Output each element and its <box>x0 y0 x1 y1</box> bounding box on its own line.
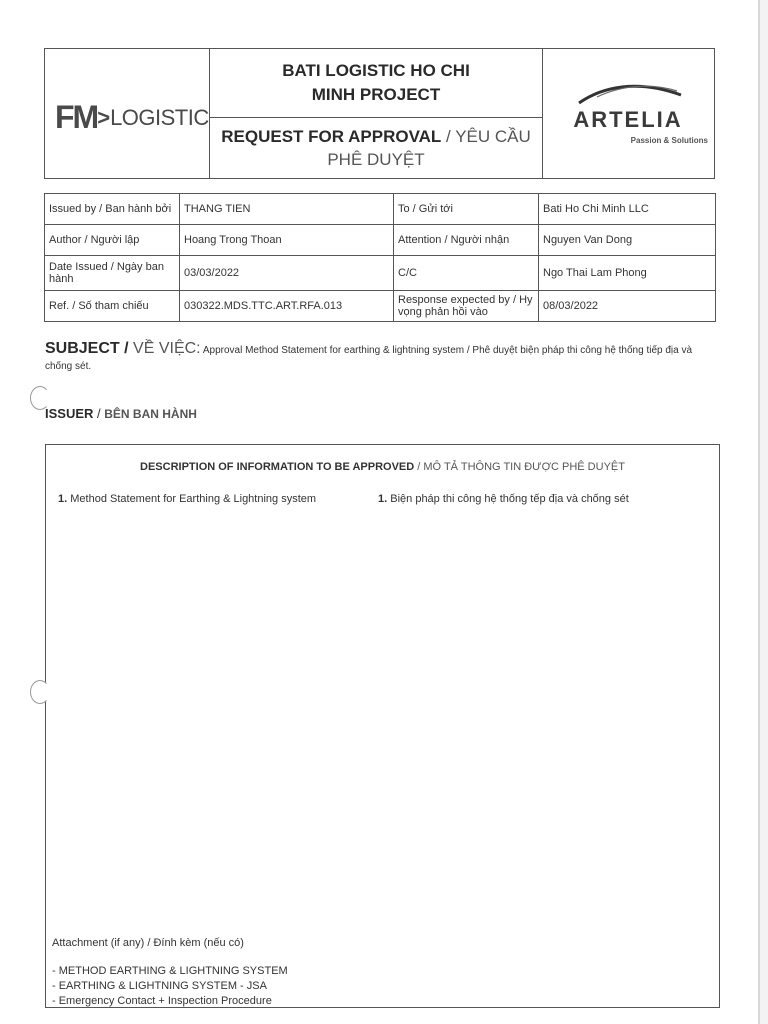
info-row <box>45 291 716 322</box>
issuer-label-en: ISSUER <box>45 406 94 421</box>
info-table <box>44 193 716 322</box>
description-item-vi <box>378 493 629 505</box>
info-row <box>45 194 716 225</box>
info-row <box>45 225 716 256</box>
attention-label: Attention / Người nhận <box>394 225 539 256</box>
attachment-item: - Emergency Contact + Inspection Procedure <box>52 995 272 1007</box>
request-title-text <box>216 125 536 171</box>
attention-value: Nguyen Van Dong <box>539 225 716 256</box>
author-value: Hoang Trong Thoan <box>180 225 394 256</box>
to-value: Bati Ho Chi Minh LLC <box>539 194 716 225</box>
issued-by-value: THANG TIEN <box>180 194 394 225</box>
fm-logistic-logo-cell <box>45 49 210 178</box>
item-en-text: Method Statement for Earthing & Lightning system <box>70 493 317 505</box>
description-title-vi: MÔ TẢ THÔNG TIN ĐƯỢC PHÊ DUYỆT <box>423 461 625 473</box>
artelia-logo-cell <box>543 49 714 178</box>
fm-logo-arrow: > <box>97 105 111 130</box>
request-title <box>210 117 542 179</box>
to-label: To / Gửi tới <box>394 194 539 225</box>
subject-line <box>45 341 717 375</box>
cc-value: Ngo Thai Lam Phong <box>539 256 716 291</box>
project-title <box>210 49 542 118</box>
description-title-sep: / <box>414 461 424 473</box>
artelia-swoosh-icon <box>577 77 687 107</box>
subject-label-en: SUBJECT <box>45 340 120 357</box>
header-title-cell <box>210 49 543 178</box>
attachment-title: Attachment (if any) / Đính kèm (nếu có) <box>52 937 244 949</box>
date-issued-label: Date Issued / Ngày ban hành <box>45 256 180 291</box>
cc-label: C/C <box>394 256 539 291</box>
attachment-list <box>52 964 288 1009</box>
issuer-label-vi: BÊN BAN HÀNH <box>104 407 197 421</box>
issued-by-label: Issued by / Ban hành bởi <box>45 194 180 225</box>
subject-label-sep: / <box>119 340 134 357</box>
request-title-en: REQUEST FOR APPROVAL <box>221 127 442 146</box>
request-title-sep: / <box>441 127 456 146</box>
project-title-text: BATI LOGISTIC HO CHI MINH PROJECT <box>282 61 470 104</box>
item-number: 1. <box>378 493 388 505</box>
request-title-vi: YÊU CẦU PHÊ DUYỆT <box>327 127 531 169</box>
item-vi-text: Biện pháp thi công hệ thống tếp địa và chống sét <box>390 493 629 505</box>
reference-label: Ref. / Số tham chiếu <box>45 291 180 322</box>
attachment-item: - EARTHING & LIGHTNING SYSTEM - JSA <box>52 980 267 992</box>
page-edge-shadow <box>760 0 768 1024</box>
date-issued-value: 03/03/2022 <box>180 256 394 291</box>
page-edge-line <box>758 0 760 1024</box>
attachment-item: - METHOD EARTHING & LIGHTNING SYSTEM <box>52 965 288 977</box>
artelia-tagline: Passion & Solutions <box>630 136 708 145</box>
response-expected-value: 08/03/2022 <box>539 291 716 322</box>
description-box <box>45 444 720 1008</box>
subject-label-vi: VỀ VIỆC: <box>133 340 201 357</box>
item-number: 1. <box>58 493 68 505</box>
fm-logistic-logo <box>55 99 209 136</box>
info-row <box>45 256 716 291</box>
fm-logo-mark: FM <box>55 99 98 135</box>
form-header <box>44 48 715 179</box>
reference-value: 030322.MDS.TTC.ART.RFA.013 <box>180 291 394 322</box>
fm-logo-text: LOGISTIC <box>110 105 209 130</box>
subject-text: Approval Method Statement for earthing & lightning system / Phê duyệt biện pháp thi công hệ thống tiếp địa và chống sét. <box>45 345 693 372</box>
issuer-label-sep: / <box>93 406 105 421</box>
issuer-heading <box>45 406 197 421</box>
artelia-logo <box>543 49 714 178</box>
description-title <box>46 461 719 473</box>
artelia-name: ARTELIA <box>573 107 683 132</box>
description-title-en: DESCRIPTION OF INFORMATION TO BE APPROVED <box>140 461 415 473</box>
description-item-en <box>58 493 316 505</box>
response-expected-label: Response expected by / Hy vọng phản hồi vào <box>394 291 539 322</box>
author-label: Author / Người lập <box>45 225 180 256</box>
binder-hole <box>30 680 50 704</box>
